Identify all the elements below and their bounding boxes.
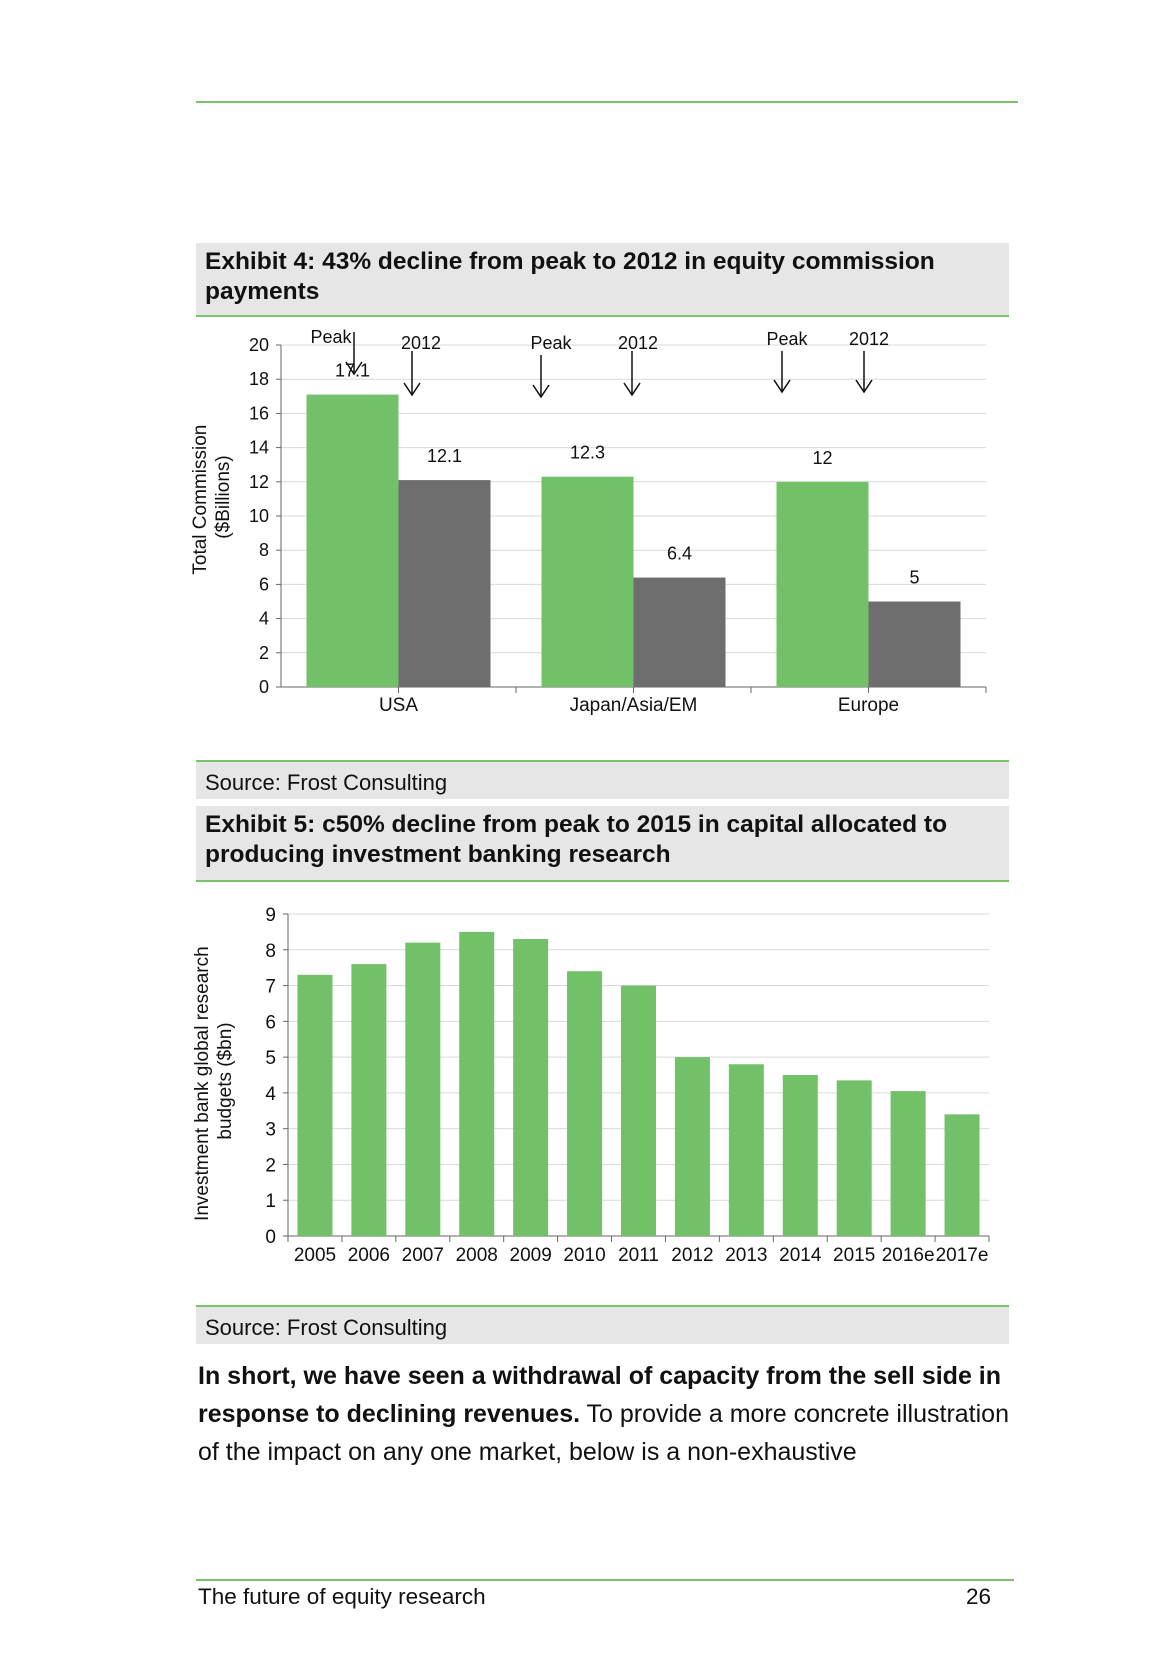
y-tick-label: 0	[258, 677, 269, 697]
bar	[297, 975, 332, 1236]
y-tick-label: 1	[265, 1191, 276, 1213]
bar	[351, 964, 386, 1236]
y-tick-label: 2	[258, 642, 269, 663]
y-tick-label: 20	[248, 335, 269, 355]
footer-rule	[196, 1579, 1014, 1581]
y-tick-label: 6	[258, 574, 269, 595]
x-tick-label: Europe	[837, 695, 900, 716]
data-label: 17.1	[334, 360, 371, 381]
bar	[783, 1075, 818, 1236]
x-tick-label: 2012	[671, 1245, 714, 1266]
y-tick-label: 8	[258, 540, 269, 561]
y-tick-label: 4	[265, 1083, 276, 1105]
exhibit-4-title: Exhibit 4: 43% decline from peak to 2012 in equity commission payments	[196, 243, 1009, 317]
page-number: 26	[966, 1584, 992, 1609]
y-tick-label: 9	[265, 905, 276, 926]
y-tick-label: 4	[258, 608, 269, 629]
y-tick-label: 2	[265, 1155, 276, 1177]
bar	[945, 1114, 980, 1236]
y-tick-label: 0	[265, 1227, 276, 1248]
data-label: 12	[812, 447, 833, 468]
y-axis-label: Total Commission ($Billions)	[190, 424, 234, 575]
y-tick-label: 12	[248, 471, 269, 492]
peak-bar	[777, 482, 869, 687]
y-tick-label: 10	[248, 506, 269, 526]
data-label: 12.1	[426, 446, 463, 467]
data-label: 6.4	[666, 543, 693, 564]
exhibit-5-chart	[192, 895, 996, 1275]
annotation-label: 2012	[400, 333, 442, 353]
annotation-label: Peak	[766, 329, 808, 349]
x-tick-label: 2017e	[935, 1245, 989, 1266]
y-tick-label: 3	[265, 1119, 276, 1141]
x-tick-label: 2014	[779, 1245, 822, 1266]
footer-title: The future of equity research	[198, 1584, 486, 1609]
x-tick-label: USA	[378, 695, 419, 716]
body-bold-text: In short, we have seen a withdrawal of capacity from the sell side in response to declining revenues.	[198, 1362, 1002, 1428]
bar-2012	[399, 480, 491, 687]
bar	[837, 1080, 872, 1236]
header-rule	[196, 101, 1018, 103]
body-text: To provide a more concrete illustration of the impact on any one market, below is a non-exhaustive	[198, 1400, 1009, 1466]
bar	[891, 1091, 926, 1236]
annotation-label: Peak	[310, 327, 352, 347]
bar	[675, 1057, 710, 1236]
x-tick-label: 2006	[347, 1245, 391, 1266]
y-tick-label: 8	[265, 940, 276, 962]
bar	[729, 1064, 764, 1236]
x-tick-label: 2009	[509, 1245, 552, 1266]
exhibit-4-source: Source: Frost Consulting	[196, 760, 1009, 799]
peak-bar	[542, 477, 634, 687]
y-tick-label: 18	[248, 369, 269, 390]
y-tick-label: 14	[248, 437, 269, 458]
data-label: 12.3	[569, 442, 606, 463]
x-tick-label: 2015	[833, 1245, 876, 1266]
body-paragraph	[198, 1357, 1013, 1471]
exhibit-4-chart	[190, 325, 996, 725]
y-tick-label: 5	[265, 1048, 276, 1070]
x-tick-label: 2007	[401, 1245, 444, 1266]
x-tick-label: 2008	[455, 1245, 498, 1266]
y-tick-label: 6	[265, 1012, 276, 1034]
peak-bar	[307, 395, 399, 687]
y-axis-label: Investment bank global research budgets ($bn)	[192, 946, 236, 1221]
x-tick-label: 2011	[618, 1245, 659, 1266]
bar-2012	[869, 602, 961, 688]
exhibit-5-title: Exhibit 5: c50% decline from peak to 2015 in capital allocated to producing investment banking research	[196, 806, 1009, 882]
bar	[459, 932, 494, 1236]
bar	[513, 939, 548, 1236]
y-tick-label: 16	[248, 403, 269, 424]
y-tick-label: 7	[265, 976, 276, 998]
x-tick-label: Japan/Asia/EM	[569, 695, 698, 716]
bar	[621, 986, 656, 1236]
annotation-label: 2012	[617, 333, 659, 353]
x-tick-label: 2005	[293, 1245, 337, 1266]
bar-2012	[634, 578, 726, 687]
annotation-label: Peak	[530, 333, 572, 353]
x-tick-label: 2010	[563, 1245, 606, 1266]
x-tick-label: 2013	[725, 1245, 768, 1266]
data-label: 5	[909, 567, 920, 588]
bar	[567, 971, 602, 1236]
bar	[405, 943, 440, 1236]
annotation-label: 2012	[848, 329, 890, 349]
x-tick-label: 2016e	[881, 1245, 935, 1266]
exhibit-5-source: Source: Frost Consulting	[196, 1305, 1009, 1344]
